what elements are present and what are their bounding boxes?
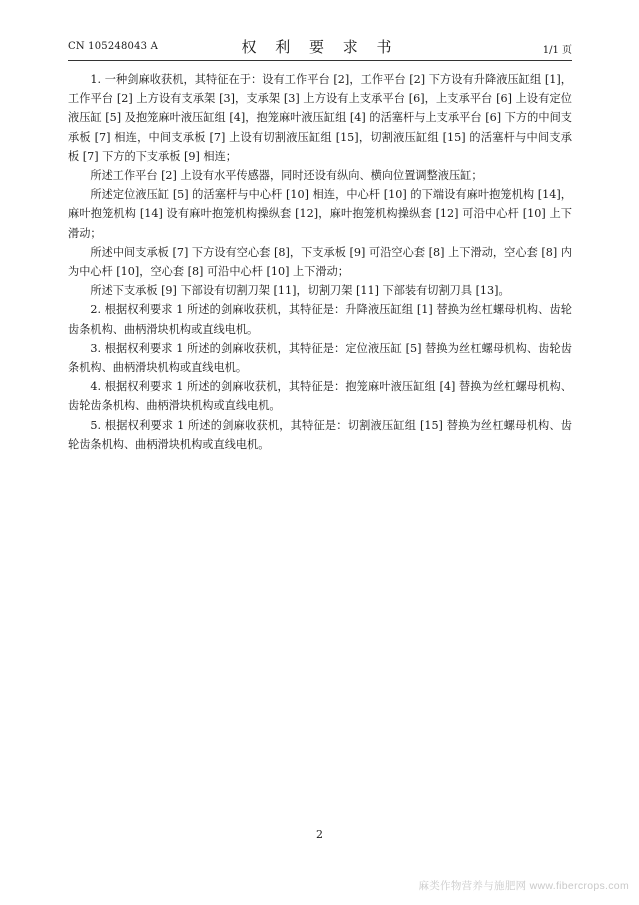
- page-count: 1/1 页: [542, 45, 572, 56]
- claim-1-paragraph: 所述工作平台 [2] 上设有水平传感器，同时还设有纵向、横向位置调整液压缸；: [90, 169, 483, 183]
- claims-body: [68, 70, 572, 454]
- page-header: [68, 36, 572, 61]
- claim-1-paragraph: 所述定位液压缸 [5] 的活塞杆与中心杆 [10] 相连，中心杆 [10] 的下端设有麻叶抱笼机构 [14]，麻叶抱笼机构 [14] 设有麻叶抱笼机构操纵套 [12]，麻叶抱笼机构操纵套 [12] 可沿中心杆 [10] 上下滑动；: [68, 188, 572, 240]
- page-number: 2: [316, 828, 323, 841]
- document-title: 权 利 要 求 书: [241, 38, 399, 56]
- claim-5: 5. 根据权利要求 1 所述的剑麻收获机，其特征是：切割液压缸组 [15] 替换为丝杠螺母机构、齿轮齿条机构、曲柄滑块机构或直线电机。: [68, 418, 572, 451]
- watermark: 麻类作物营养与施肥网 www.fibercrops.com: [418, 880, 629, 892]
- patent-number: CN 105248043 A: [68, 41, 159, 52]
- claim-2: 2. 根据权利要求 1 所述的剑麻收获机，其特征是：升降液压缸组 [1] 替换为丝杠螺母机构、齿轮齿条机构、曲柄滑块机构或直线电机。: [68, 303, 572, 336]
- claim-1-paragraph: 1. 一种剑麻收获机，其特征在于：设有工作平台 [2]，工作平台 [2] 下方设有升降液压缸组 [1]，工作平台 [2] 上方设有支承架 [3]，支承架 [3] 上方设有上支承平台 [6]，上支承平台 [6] 上设有定位液压缸 [5] 及抱笼麻叶液压缸组 [4]，抱笼麻叶液压缸组 [4] 的活塞杆与上支承平台 [6] 下方的中间支承板 [7] 相连，中间支承板 [7] 上设有切割液压缸组 [15]，切割液压缸组 [15] 的活塞杆与中间支承板 [7] 下方的下支承板 [9] 相连；: [68, 73, 572, 163]
- claim-3: 3. 根据权利要求 1 所述的剑麻收获机，其特征是：定位液压缸 [5] 替换为丝杠螺母机构、齿轮齿条机构、曲柄滑块机构或直线电机。: [68, 341, 572, 375]
- claim-4: 4. 根据权利要求 1 所述的剑麻收获机，其特征是：抱笼麻叶液压缸组 [4] 替换为丝杠螺母机构、齿轮齿条机构、曲柄滑块机构或直线电机。: [68, 380, 572, 413]
- claim-1-paragraph: 所述下支承板 [9] 下部设有切割刀架 [11]，切割刀架 [11] 下部装有切割刀具 [13]。: [90, 284, 510, 298]
- claim-1-paragraph: 所述中间支承板 [7] 下方设有空心套 [8]，下支承板 [9] 可沿空心套 [8] 上下滑动，空心套 [8] 内为中心杆 [10]，空心套 [8] 可沿中心杆 [10] 上下滑动；: [68, 245, 572, 279]
